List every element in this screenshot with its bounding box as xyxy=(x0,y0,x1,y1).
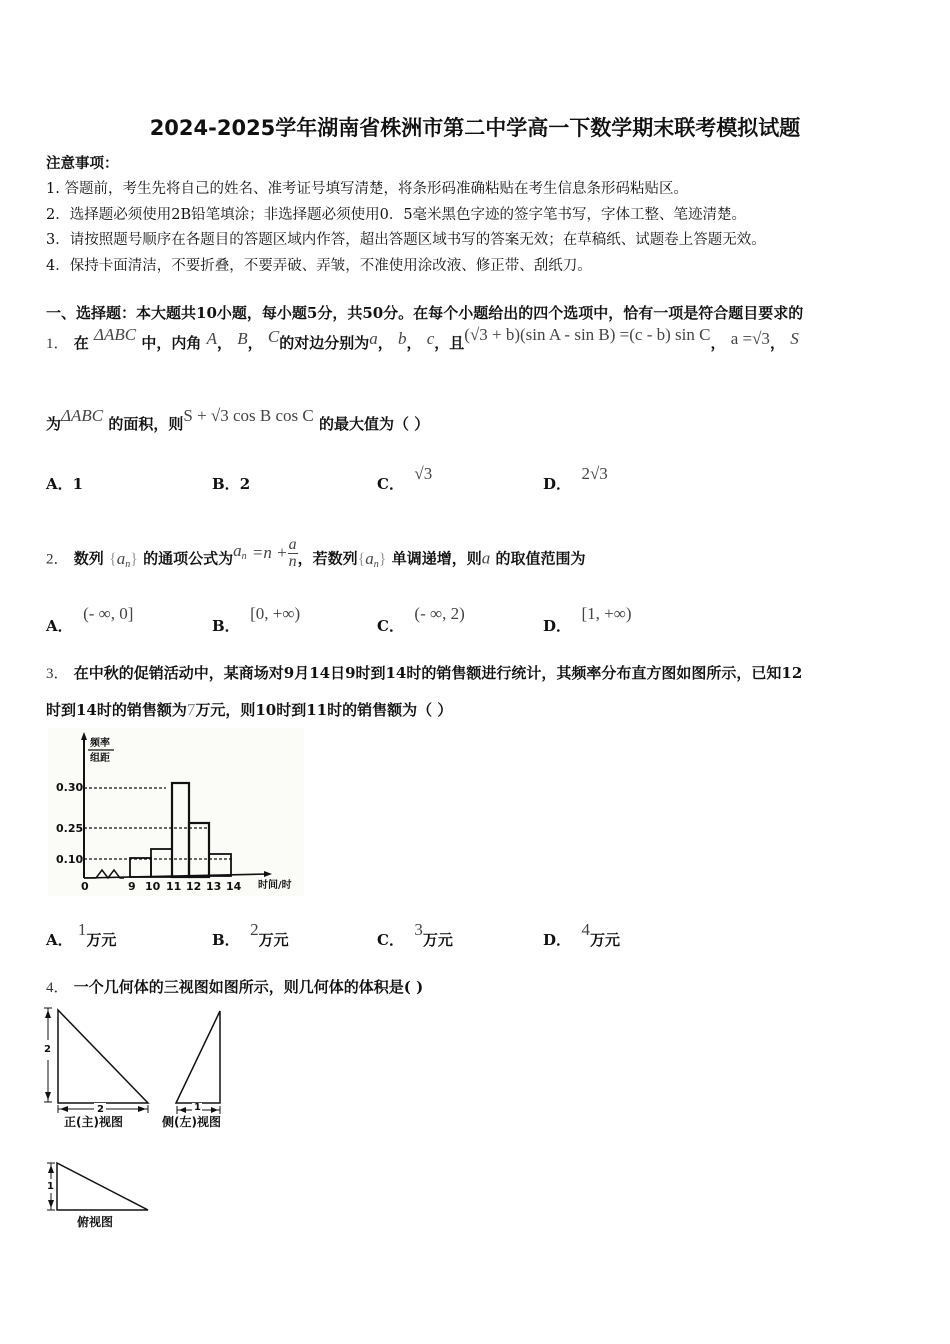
text: 单调递增，则 xyxy=(391,549,482,568)
text: 在 xyxy=(73,334,89,352)
question-2-line-1 xyxy=(46,536,586,576)
three-view-front-side xyxy=(40,1002,240,1132)
math-angle-c: C xyxy=(267,327,280,346)
svg-text:1: 1 xyxy=(47,1181,54,1192)
q2-option-a[interactable]: A． (- ∞, 0] xyxy=(46,604,134,635)
math-a-equals-root3: a =√3 xyxy=(730,329,770,348)
frequency-histogram xyxy=(48,728,304,896)
notice-item-2: 2．选择题必须使用2B铅笔填涂；非选择题必须使用0．5毫米黑色字迹的签字笔书写，字体工整、笔迹清楚。 xyxy=(46,207,747,223)
text: 中，内角 xyxy=(141,334,202,352)
q2-option-d[interactable]: D． [1, +∞) xyxy=(543,604,632,635)
text: 的最大值为（ ） xyxy=(318,415,430,433)
notice-item-1: 1. 答题前，考生先将自己的姓名、准考证号填写清楚，将条形码准确粘贴在考生信息条形码粘贴区。 xyxy=(46,181,688,197)
text: 时到14时的销售额为 xyxy=(46,701,187,719)
top-view xyxy=(40,1155,170,1235)
math-triangle-abc: ΔABC xyxy=(61,406,104,425)
svg-text:2: 2 xyxy=(44,1044,51,1055)
math-angle-b: B xyxy=(237,329,248,348)
svg-text:俯视图: 俯视图 xyxy=(77,1215,114,1229)
math-a: a xyxy=(481,548,491,568)
math-side-a: a xyxy=(369,329,378,348)
svg-text:2: 2 xyxy=(97,1104,104,1115)
math-sequence-an: $\{a_n\}$ xyxy=(357,548,387,570)
three-view-top xyxy=(40,1155,170,1235)
svg-text:1: 1 xyxy=(194,1102,201,1113)
svg-text:组距: 组距 xyxy=(90,753,110,764)
math-an: $a_n$ xyxy=(233,540,247,562)
svg-text:0: 0 xyxy=(81,880,89,893)
text: 万元，则10时到11时的销售额为（ ） xyxy=(195,701,453,719)
svg-text:0.10: 0.10 xyxy=(56,853,84,866)
math-sequence-an: $\{a_n\}$ xyxy=(109,548,138,570)
svg-text:11: 11 xyxy=(166,880,182,893)
question-3-line-1 xyxy=(46,662,802,683)
notice-heading: 注意事项： xyxy=(46,155,119,172)
text: ， xyxy=(710,334,726,352)
math-fraction: $\frac{a}{n}$ xyxy=(288,536,297,570)
question-3-line-2 xyxy=(46,699,452,720)
svg-text:正(主)视图: 正(主)视图 xyxy=(64,1115,123,1129)
svg-text:13: 13 xyxy=(206,880,222,893)
text: 的对边分别为 xyxy=(279,334,370,352)
front-and-side-views xyxy=(40,1002,240,1132)
q3-option-c[interactable]: C． 3万元 xyxy=(377,920,453,949)
q3-option-d[interactable]: D． 4万元 xyxy=(543,920,620,949)
text: ， xyxy=(377,334,393,352)
text: 的通项公式为 xyxy=(143,549,234,568)
math-seven: 7 xyxy=(186,700,196,719)
text: ，且 xyxy=(434,334,465,352)
question-1-line-1 xyxy=(46,325,799,353)
q2-option-c[interactable]: C． (- ∞, 2) xyxy=(377,604,465,635)
math-equation: (√3 + b)(sin A - sin B) =(c - b) sin C xyxy=(464,325,711,344)
question-4-line-1 xyxy=(46,976,423,997)
math-side-c: c xyxy=(426,329,435,348)
notice-item-3: 3．请按照题号顺序在各题目的答题区域内作答，超出答题区域书写的答案无效；在草稿纸、试题卷上答题无效。 xyxy=(46,232,766,248)
math-angle-a: A xyxy=(206,329,217,348)
text: ， xyxy=(216,334,232,352)
math-expression: S + √3 cos B cos C xyxy=(183,406,314,425)
q1-option-b[interactable]: B．2 xyxy=(212,475,251,493)
notice-item-4: 4．保持卡面清洁，不要折叠，不要弄破、弄皱，不准使用涂改液、修正带、刮纸刀。 xyxy=(46,258,592,274)
question-number: 3． xyxy=(46,666,69,682)
svg-text:10: 10 xyxy=(145,880,161,893)
q2-option-b[interactable]: B． [0, +∞) xyxy=(212,604,301,635)
question-number: 4． xyxy=(46,980,69,996)
q1-option-a[interactable]: A．1 xyxy=(46,475,84,493)
question-number: 1． xyxy=(46,336,69,352)
q1-option-c[interactable]: C． √3 xyxy=(377,464,433,493)
math-formula: =n + xyxy=(251,542,288,562)
svg-text:0.25: 0.25 xyxy=(56,822,84,835)
question-number: 2． xyxy=(46,551,69,568)
svg-text:时间/时: 时间/时 xyxy=(258,880,292,891)
q1-option-d[interactable]: D． 2√3 xyxy=(543,464,608,493)
svg-text:侧(左)视图: 侧(左)视图 xyxy=(162,1115,221,1129)
math-triangle-abc: ΔABC xyxy=(94,325,137,344)
svg-text:9: 9 xyxy=(128,880,136,893)
text: 一个几何体的三视图如图所示，则几何体的体积是( ) xyxy=(73,978,424,996)
text: ，若数列 xyxy=(297,549,358,568)
text: 数列 xyxy=(73,549,104,568)
svg-text:14: 14 xyxy=(226,880,242,893)
page-title: 2024-2025学年湖南省株洲市第二中学高一下数学期末联考模拟试题 xyxy=(149,116,801,140)
text: 在中秋的促销活动中，某商场对9月14日9时到14时的销售额进行统计，其频率分布直方图如图所示，已知12 xyxy=(73,664,803,682)
question-1-line-2 xyxy=(46,406,430,434)
text: ， xyxy=(406,334,422,352)
svg-text:12: 12 xyxy=(186,880,202,893)
svg-text:0.30: 0.30 xyxy=(56,781,84,794)
section-header: 一、选择题：本大题共10小题，每小题5分，共50分。在每个小题给出的四个选项中，恰有一项是符合题目要求的 xyxy=(46,304,804,322)
q3-option-a[interactable]: A． 1万元 xyxy=(46,920,117,949)
text: ， xyxy=(247,334,263,352)
text: ， xyxy=(769,334,785,352)
text: 为 xyxy=(46,415,62,433)
math-side-b: b xyxy=(397,329,407,348)
svg-text:频率: 频率 xyxy=(90,738,110,749)
q3-option-b[interactable]: B． 2万元 xyxy=(212,920,289,949)
math-area-s: S xyxy=(790,329,799,348)
text: 的取值范围为 xyxy=(495,549,586,568)
histogram-figure xyxy=(48,728,304,896)
text: 的面积，则 xyxy=(108,415,184,433)
